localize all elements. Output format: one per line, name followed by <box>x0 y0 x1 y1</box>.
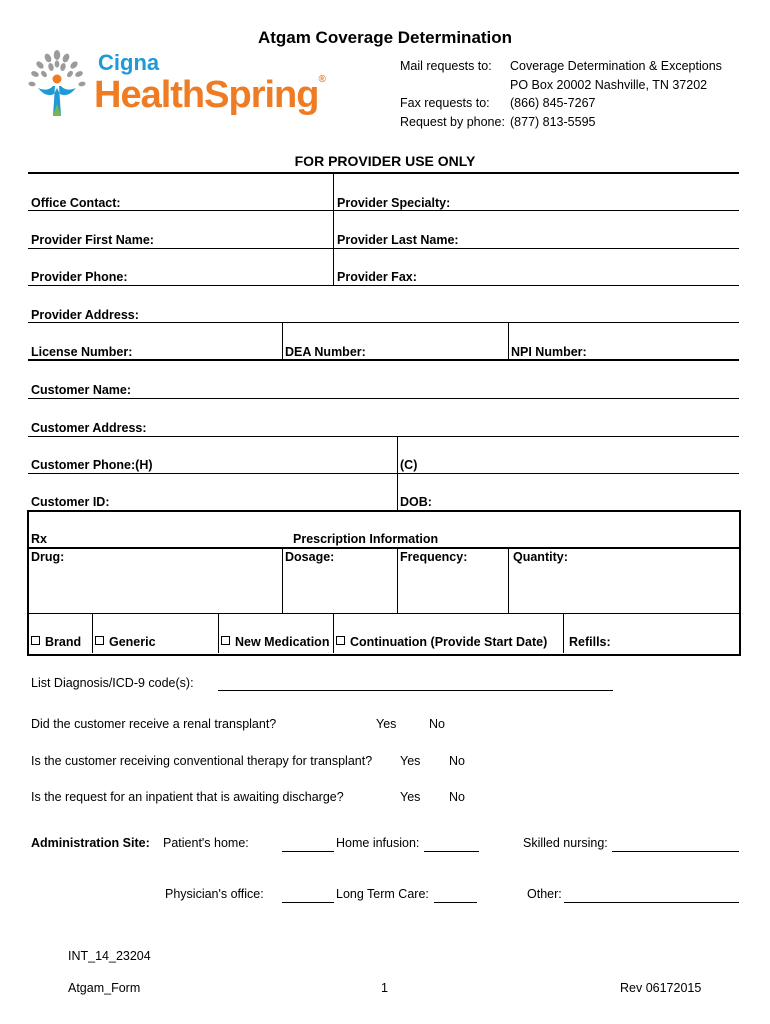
administration-site-label: Administration Site: <box>31 836 150 850</box>
customer-phone-field[interactable] <box>28 473 739 474</box>
customer-phone-home-label: Customer Phone:(H) <box>31 458 153 472</box>
provider-first-name-label: Provider First Name: <box>31 233 154 247</box>
physicians-office-label: Physician's office: <box>165 887 264 901</box>
new-medication-checkbox[interactable] <box>221 636 230 645</box>
diagnosis-field[interactable] <box>218 690 613 691</box>
generic-option[interactable] <box>95 635 156 649</box>
page-title: Atgam Coverage Determination <box>257 28 513 47</box>
provider-fax-label: Provider Fax: <box>337 270 417 284</box>
tree-person-icon <box>26 48 88 120</box>
diagnosis-label: List Diagnosis/ICD-9 code(s): <box>31 676 194 690</box>
form-code: INT_14_23204 <box>68 949 151 963</box>
fax-number: (866) 845-7267 <box>510 96 596 110</box>
other-field[interactable] <box>564 902 739 903</box>
dosage-frequency-divider <box>397 548 398 613</box>
provider-phone-label: Provider Phone: <box>31 270 128 284</box>
patients-home-label: Patient's home: <box>163 836 249 850</box>
home-infusion-field[interactable] <box>424 851 479 852</box>
brand-option[interactable] <box>31 635 81 649</box>
continuation-refills-divider <box>563 613 564 653</box>
license-number-label: License Number: <box>31 345 133 359</box>
customer-address-field[interactable] <box>28 436 739 437</box>
dea-number-label: DEA Number: <box>285 345 366 359</box>
renal-transplant-yes[interactable]: Yes <box>376 717 397 731</box>
home-infusion-label: Home infusion: <box>336 836 420 850</box>
frequency-quantity-divider <box>508 548 509 613</box>
brand-generic-divider <box>92 613 93 653</box>
revision: Rev 06172015 <box>620 981 702 995</box>
dob-label: DOB: <box>400 495 432 509</box>
generic-checkbox[interactable] <box>95 636 104 645</box>
license-dea-divider <box>282 322 283 360</box>
brand-checkbox[interactable] <box>31 636 40 645</box>
generic-new-divider <box>218 613 219 653</box>
prescription-heading: Prescription Information <box>293 532 439 546</box>
long-term-care-label: Long Term Care: <box>336 887 429 901</box>
customer-phone-cell-label: (C) <box>400 458 418 472</box>
customer-name-label: Customer Name: <box>31 383 132 397</box>
office-contact-label: Office Contact: <box>31 196 121 210</box>
mail-address-line2: PO Box 20002 Nashville, TN 37202 <box>510 77 708 92</box>
provider-column-divider <box>333 174 334 286</box>
mail-label: Mail requests to: <box>400 59 492 73</box>
brand-label: Brand <box>45 635 82 649</box>
drug-dosage-divider <box>282 548 283 613</box>
conventional-therapy-yes[interactable]: Yes <box>400 754 421 768</box>
generic-label: Generic <box>109 635 156 649</box>
rx-label: Rx <box>31 532 47 546</box>
conventional-therapy-no[interactable]: No <box>449 754 465 768</box>
drug-label: Drug: <box>31 550 65 564</box>
provider-last-name-field[interactable] <box>334 248 739 249</box>
dea-npi-divider <box>508 322 509 360</box>
drug-row-field[interactable] <box>28 613 739 614</box>
office-contact-field[interactable] <box>28 210 333 211</box>
continuation-checkbox[interactable] <box>336 636 345 645</box>
phone-number: (877) 813-5595 <box>510 114 596 129</box>
provider-specialty-label: Provider Specialty: <box>337 196 451 210</box>
inpatient-yes[interactable]: Yes <box>400 790 421 804</box>
conventional-therapy-question: Is the customer receiving conventional therapy for transplant? <box>31 754 373 768</box>
customer-name-field[interactable] <box>28 398 739 399</box>
form-name: Atgam_Form <box>68 981 141 995</box>
patients-home-field[interactable] <box>282 851 334 852</box>
section-rule <box>28 172 739 174</box>
prescription-heading-rule <box>28 547 739 549</box>
long-term-care-field[interactable] <box>434 902 477 903</box>
continuation-option[interactable] <box>336 635 547 649</box>
new-medication-option[interactable] <box>221 635 329 649</box>
customer-address-label: Customer Address: <box>31 421 147 435</box>
license-row-rule[interactable] <box>28 359 739 361</box>
registered-mark: ® <box>318 74 325 85</box>
fax-label: Fax requests to: <box>400 96 490 110</box>
skilled-nursing-field[interactable] <box>612 851 739 852</box>
npi-number-label: NPI Number: <box>511 345 587 359</box>
renal-transplant-question: Did the customer receive a renal transplant? <box>31 717 277 731</box>
brand-main <box>94 74 325 117</box>
brand-top: Cigna <box>98 50 160 75</box>
skilled-nursing-label: Skilled nursing: <box>523 836 608 850</box>
phone-label: Request by phone: <box>400 114 505 129</box>
contact-labels <box>400 57 505 131</box>
provider-phone-field[interactable] <box>28 285 333 286</box>
cigna-healthspring-logo <box>26 48 356 128</box>
brand-main-text: HealthSpring <box>94 74 319 116</box>
inpatient-no[interactable]: No <box>449 790 465 804</box>
renal-transplant-no[interactable]: No <box>429 717 445 731</box>
frequency-label: Frequency: <box>400 550 468 564</box>
provider-first-name-field[interactable] <box>28 248 333 249</box>
dosage-label: Dosage: <box>285 550 335 564</box>
continuation-label: Continuation (Provide Start Date) <box>350 635 548 649</box>
provider-fax-field[interactable] <box>334 285 739 286</box>
refills-label: Refills: <box>569 635 611 649</box>
new-continuation-divider <box>333 613 334 653</box>
new-medication-label: New Medication <box>235 635 330 649</box>
customer-id-label: Customer ID: <box>31 495 110 509</box>
mail-address-line1: Coverage Determination & Exceptions <box>510 59 722 73</box>
provider-specialty-field[interactable] <box>334 210 739 211</box>
provider-address-field[interactable] <box>28 322 739 323</box>
provider-last-name-label: Provider Last Name: <box>337 233 459 247</box>
physicians-office-field[interactable] <box>282 902 334 903</box>
page-number: 1 <box>381 981 388 995</box>
provider-address-label: Provider Address: <box>31 308 139 322</box>
section-title: FOR PROVIDER USE ONLY <box>294 153 476 169</box>
other-label: Other: <box>527 887 562 901</box>
contact-values <box>510 57 722 131</box>
quantity-label: Quantity: <box>513 550 568 564</box>
inpatient-question: Is the request for an inpatient that is awaiting discharge? <box>31 790 344 804</box>
